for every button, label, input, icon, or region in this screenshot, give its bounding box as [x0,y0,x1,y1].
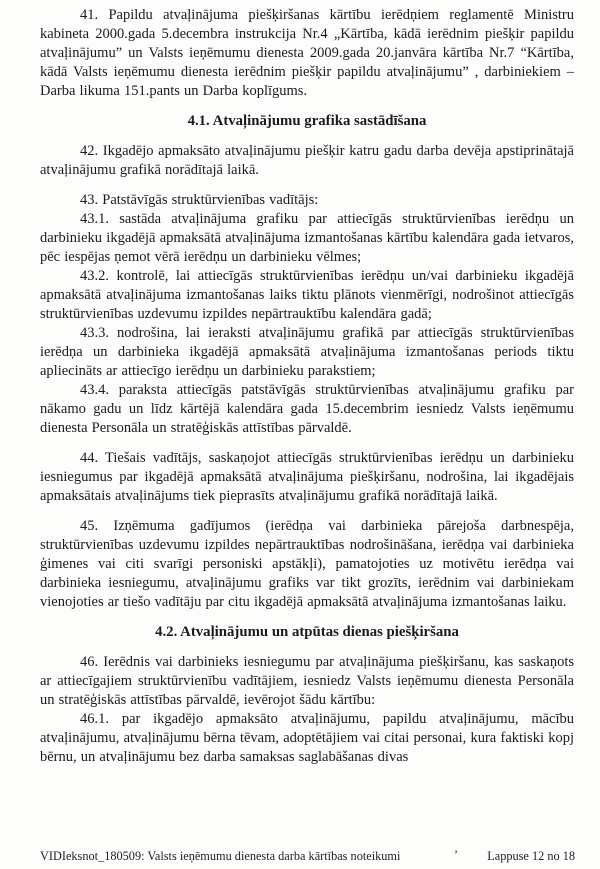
page-footer [40,846,576,864]
document-body [40,6,574,767]
subparagraph-43-2: 43.2. kontrolē, lai attiecīgās struktūrvienības ierēdņu un/vai darbinieku ikgadējā apmaksātā atvaļinājuma izmantošanas laiks tiktu plānots vienmērīgi, nodrošinot attiecīgās struktūrvienības uzdevumu izpildes nepārtrauktību kalendāra gadā; [40,268,574,322]
footer-page-number: Lappuse 12 no 18 [487,849,575,863]
paragraph-42: 42. Ikgadējo apmaksāto atvaļinājumu piešķir katru gadu darba devēja apstiprinātajā atvaļinājumu grafikā norādītajā laikā. [40,143,574,178]
footer-stray-mark: ’ [454,847,458,861]
section-heading-4-2: 4.2. Atvaļinājumu un atpūtas dienas piešķiršana [155,624,459,640]
paragraph-44: 44. Tiešais vadītājs, saskaņojot attiecīgās struktūrvienības ierēdņu un darbinieku iesniegumus par ikgadējā apmaksātā atvaļinājuma piešķiršanu, nodrošina, lai ikgadējais apmaksātais atvaļinājums tiek pieprasīts atvaļinājumu grafikā norādītajā laikā. [40,450,574,504]
section-heading-4-1: 4.1. Atvaļinājumu grafika sastādīšana [187,113,427,129]
paragraph-45: 45. Izņēmuma gadījumos (ierēdņa vai darbinieka pārejoša darbnespēja, struktūrvienības uzdevumu izpildes nepārtrauktības nodrošināšana, ierēdņa vai darbinieka ģimenes vai citi svarīgi personiski apstākļi), pamatojoties uz motivētu ierēdņa vai darbinieka iesniegumu, atvaļinājumu grafiks var tikt grozīts, ierēdnim vai darbiniekam vienojoties ar tiešo vadītāju par citu ikgadējā apmaksātā atvaļinājuma izmantošanas laiku. [40,518,574,610]
paragraph-46: 46. Ierēdnis vai darbinieks iesniegumu par atvaļinājuma piešķiršanu, kas saskaņots ar attiecīgajiem struktūrvienību vadītājiem, iesniedz Valsts ieņēmumu dienesta Personāla un stratēģiskās attīstības pārvaldē, ievērojot šādu kārtību: [40,654,574,708]
subparagraph-43-3: 43.3. nodrošina, lai ieraksti atvaļinājumu grafikā par attiecīgās struktūrvienības ierēdņa un darbinieka ikgadējā apmaksātā atvaļinājuma izmantošanas periods tiktu apliecināts ar attiecīgo ierēdņu un darbinieku parakstiem; [40,325,574,379]
footer-doc-reference: VIDIeksnot_180509: Valsts ieņēmumu dienesta darba kārtības noteikumi [40,849,401,863]
subparagraph-46-1: 46.1. par ikgadējo apmaksāto atvaļinājumu, papildu atvaļinājumu, mācību atvaļinājumu, atvaļinājumu bērna tēvam, adoptētājiem vai citai personai, kura faktiski kopj bērnu, un atvaļinājumu bez darba samaksas saglabāšanas divas [40,711,574,765]
paragraph-43: 43. Patstāvīgās struktūrvienības vadītājs: [80,192,319,208]
subparagraph-43-4: 43.4. paraksta attiecīgās patstāvīgās struktūrvienības atvaļinājumu grafiku par nākamo gadu un līdz kārtējā kalendāra gada 15.decembrim iesniedz Valsts ieņēmumu dienesta Personāla un stratēģiskās attīstības pārvaldē. [40,382,574,436]
paragraph-41: 41. Papildu atvaļinājuma piešķiršanas kārtību ierēdņiem reglamentē Ministru kabineta 2000.gada 5.decembra instrukcija Nr.4 „Kārtība, kādā ierēdnim piešķir papildu atvaļinājumu” un Valsts ieņēmumu dienesta 2009.gada 20.janvāra kārtība Nr.7 “Kārtība, kādā Valsts ieņēmumu dienesta ierēdnim piešķir papildu atvaļinājumu” , darbiniekiem – Darba likuma 151.pants un Darba koplīgums. [40,7,574,99]
subparagraph-43-1: 43.1. sastāda atvaļinājuma grafiku par attiecīgās struktūrvienības ierēdņu un darbinieku ikgadējā apmaksātā atvaļinājuma izmantošanas kārtību kalendāra gada ietvaros, pēc iespējas ņemot vērā ierēdņu un darbinieku vēlmes; [40,211,574,265]
